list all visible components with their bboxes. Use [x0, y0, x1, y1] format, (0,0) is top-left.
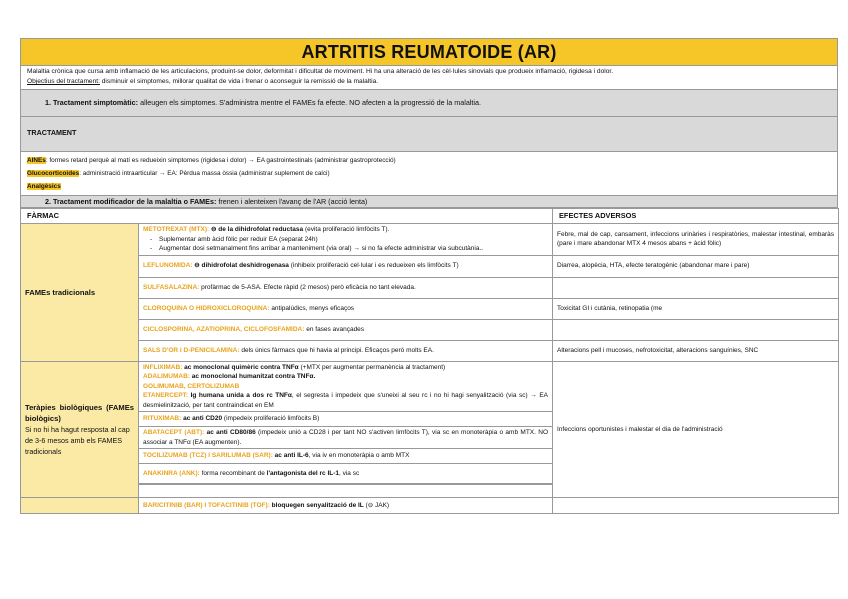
baricitinib-mechanism: bloquegen senyalització de IL [269, 501, 364, 509]
analgesics-row [27, 180, 831, 193]
table-row [21, 255, 839, 277]
ciclosporina-name: CICLOSPORINA, AZATIOPRINA, CICLOFOSFAMIDA: [143, 325, 305, 333]
sals-or-adverse-effects: Alteracions pell i mucoses, nefrotoxicitat, alteracions sanguínies, SNC [553, 340, 839, 361]
glucocorticoides-row [27, 167, 831, 180]
list-item: - Augmentar dosi setmanalment fins arribar a manteniment (via oral) → si no fa efecte administrar via subcutània.. [159, 244, 548, 254]
ciclosporina-note: en fases avançades [304, 325, 365, 333]
section-2-text: frenen i alenteixen l'avanç de l'AR (acció lenta) [216, 197, 368, 206]
sulfasalazina-cell [139, 277, 553, 298]
section-2-heading [20, 195, 838, 208]
section-1-label: 1. Tractament simptomàtic: [45, 98, 139, 107]
page-title: ARTRITIS REUMATOIDE (AR) [20, 38, 838, 66]
etanercept-name: ETANERCEPT: [143, 392, 189, 399]
list-item: - Suplementar amb àcid fòlic per reduir EA (separat 24h) [159, 235, 548, 245]
biologics-label-cell [21, 361, 139, 498]
aines-label: AINEs [27, 157, 46, 164]
baricitinib-cell [139, 498, 553, 514]
objectives-label: Objectius del tractament: [27, 78, 100, 85]
leflunomida-name: LEFLUNOMIDA: [143, 262, 193, 270]
metotrexat-mechanism: ⊖ de la dihidrofolat reductasa [209, 226, 304, 233]
leflunomida-cell [139, 255, 553, 277]
tocilizumab-name: TOCILIZUMAB (TCZ) I SARILUMAB (SAR): [143, 452, 273, 460]
sals-or-cell [139, 340, 553, 361]
header-efectes-adversos: EFECTES ADVERSOS [553, 209, 839, 224]
metotrexat-bullets [143, 235, 548, 254]
etanercept-mechanism: Ig humana unida a dos rc TNFα [188, 392, 292, 399]
table-row [21, 340, 839, 361]
table-row [21, 498, 839, 514]
anakinra-cell [139, 464, 553, 484]
abatacept-mechanism: ac anti CD80/86 [204, 429, 256, 436]
biologics-adverse-effects: Infeccions oportunistes i malestar el dia de l'administració [553, 361, 839, 498]
section-1-text: alleugen els simptomes. S'administra mentre el FAMEs fa efecte. NO afecten a la progressió de la malaltia. [138, 98, 482, 107]
aines-text: : formes retard perquè al matí es redueixin simptomes (rigidesa i dolor) → EA gastrointestinals (administrar gastroprotecció) [45, 157, 396, 164]
tractament-heading: TRACTAMENT [20, 117, 838, 152]
anakinra-mid: forma recombinant de [199, 469, 267, 477]
empty-cell [553, 319, 839, 340]
jak-label-cell [21, 498, 139, 514]
section-2-label: 2. Tractament modificador de la malaltia o FAMEs: [45, 197, 217, 206]
golimumab-row [143, 382, 548, 392]
baricitinib-name: BARICITINIB (BAR) I TOFACITINIB (TOF): [143, 501, 270, 509]
leflunomida-note: (inhibeix proliferació cel·lular i es redueixen els limfòcits T) [288, 262, 459, 270]
cloroquina-name: CLOROQUINA O HIDROXICLOROQUINA: [143, 304, 270, 312]
sulfasalazina-note: profàrmac de 5-ASA. Efecte ràpid (2 mesos) però eficàcia no tant elevada. [199, 283, 416, 291]
empty-cell [553, 498, 839, 514]
fames-table [20, 208, 839, 514]
adalimumab-row [143, 372, 548, 382]
section-1-heading [20, 89, 838, 117]
aines-row [27, 154, 831, 167]
biologics-label: Teràpies biològiques (FAMEs biològics) [25, 402, 134, 423]
ciclosporina-cell [139, 319, 553, 340]
infliximab-mechanism: ac monoclonal quimèric contra TNFα [182, 363, 299, 371]
rituximab-name: RITUXIMAB: [143, 415, 182, 423]
intro-block [20, 66, 838, 89]
metotrexat-cell [139, 224, 553, 256]
treatment-objectives [27, 77, 831, 87]
abatacept-note: (impedeix unió a CD28 i per tant NO s'activen limfòcits T), via sc en monoteràpia o amb MTX. NO associar a TNFα (EA augmenten). [143, 429, 548, 446]
sulfasalazina-name: SULFASALAZINA: [143, 283, 200, 291]
leflunomida-mechanism: ⊖ dihidrofolat deshidrogenasa [192, 262, 289, 270]
metotrexat-adverse-effects: Febre, mal de cap, cansament, infeccions urinàries i respiratòries, malestar intestinal, embaràs (pare i mare abandonar MTX 4 mesos abans + àcid fòlic) [553, 224, 839, 256]
glucocorticoides-text: : administració intraarticular → EA: Pèrdua massa òssia (administrar suplement de calci) [79, 170, 330, 177]
table-row [21, 224, 839, 256]
infliximab-row [143, 363, 548, 373]
document-sheet [20, 38, 838, 514]
table-row [21, 298, 839, 319]
adalimumab-name: ADALIMUMAB: [143, 373, 190, 380]
etanercept-row [143, 391, 548, 410]
empty-cell [553, 277, 839, 298]
tocilizumab-note: , via iv en monoteràpia o amb MTX [308, 452, 410, 460]
cloroquina-note: antipalúdics, menys eficaços [269, 304, 355, 312]
anakinra-name: ANAKINRA (ANK): [143, 469, 200, 477]
infliximab-note: (+MTX per augmentar permanència al tractament) [298, 363, 446, 371]
table-row [21, 361, 839, 412]
cloroquina-adverse-effects: Toxicitat GI i cutània, retinopatia (me [553, 298, 839, 319]
leflunomida-adverse-effects: Diarrea, alopècia, HTA, efecte teratogènic (abandonar mare i pare) [553, 255, 839, 277]
golimumab-name: GOLIMUMAB, CERTOLIZUMAB [143, 382, 240, 390]
abatacept-name: ABATACEPT (ABT): [143, 429, 205, 436]
metotrexat-name: METOTREXAT (MTX): [143, 226, 210, 233]
table-row [21, 277, 839, 298]
intro-description: Malaltia crònica que cursa amb inflamació de les articulacions, produint-se dolor, deformitat i dificultat de moviment. Hi ha una alteració de les cèl·lules sinovials que produeix inflamació, rigidesa i dolor. [27, 68, 614, 75]
abatacept-cell [139, 427, 553, 449]
baricitinib-note: (⊖ JAK) [363, 501, 390, 509]
header-farmac: FÀRMAC [21, 209, 553, 224]
sals-or-note: dels únics fàrmacs que hi havia al principi. Eficaços però molts EA. [239, 346, 434, 354]
rituximab-cell [139, 412, 553, 427]
cloroquina-cell [139, 298, 553, 319]
rituximab-mechanism: ac anti CD20 [181, 415, 223, 423]
objectives-text: disminuir el simptomes, millorar qualitat de vida i frenar o aconseguir la remissió de la malaltia. [99, 78, 379, 85]
biologics-note: Si no hi ha hagut resposta al cap de 3-6 mesos amb els FAMES tradicionals [25, 424, 130, 456]
rituximab-note: (impedeix proliferació limfòcits B) [222, 415, 320, 423]
anakinra-note: , via sc [339, 469, 360, 477]
analgesics-label: Analgèsics [27, 183, 61, 190]
table-header-row [21, 209, 839, 224]
anakinra-mechanism: l'antagonista del rc IL-1 [266, 469, 339, 477]
fames-tradicionals-label: FAMEs tradicionals [21, 224, 139, 362]
adalimumab-mechanism: ac monoclonal humanitzat contra TNFα. [189, 373, 316, 380]
table-row [21, 319, 839, 340]
glucocorticoides-label: Glucocorticoides [27, 170, 80, 177]
symptomatic-drugs [20, 152, 838, 195]
anti-tnf-cell [139, 361, 553, 412]
tocilizumab-mechanism: ac anti IL-6 [272, 452, 309, 460]
metotrexat-note: (evita proliferació limfòcits T). [303, 226, 390, 233]
etanercept-note: , el segresta i impedeix que s'uneixi al seu rc i no hi hagi senyalització (via sc) → EA desmielinització, per tant contraindicat en EM [143, 392, 548, 409]
empty-cell [139, 484, 553, 498]
infliximab-name: INFLIXIMAB: [143, 363, 183, 371]
sals-or-name: SALS D'OR i D-PENICILAMINA: [143, 346, 240, 354]
tocilizumab-cell [139, 449, 553, 464]
